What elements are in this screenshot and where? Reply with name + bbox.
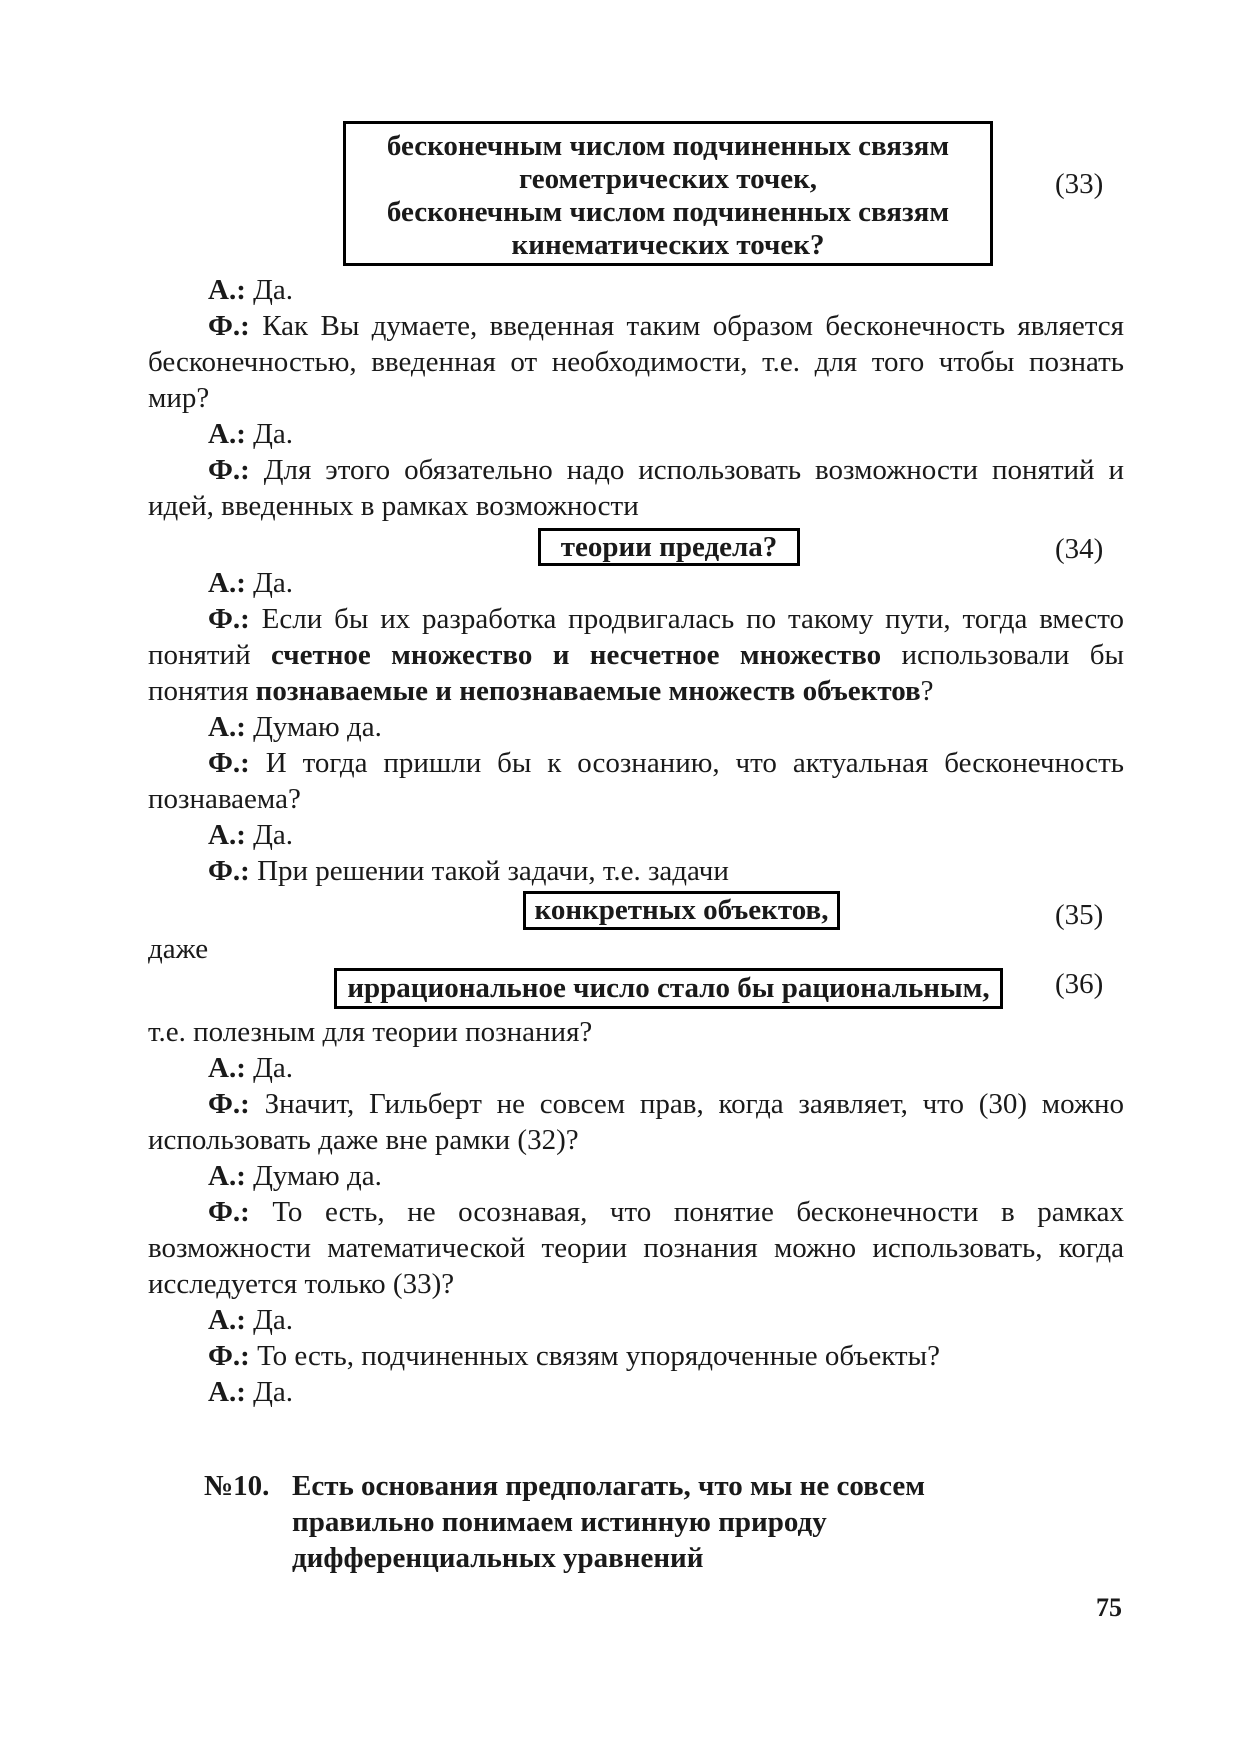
dialog-text: Да.	[245, 418, 294, 450]
section-title-line-1: Есть основания предполагать, что мы не совсем	[292, 1470, 925, 1502]
formula-box-36	[334, 968, 1003, 1009]
dialog-line	[148, 1086, 1124, 1158]
speaker-label: А.:	[208, 1160, 246, 1192]
connector-word: даже	[148, 933, 209, 965]
speaker-label: Ф.:	[208, 603, 250, 635]
dialog-line	[148, 853, 1124, 889]
speaker-label: А.:	[208, 274, 246, 306]
dialog-text: ?	[920, 675, 934, 707]
speaker-label: Ф.:	[208, 855, 250, 887]
formula-33-line-3: бесконечным числом подчиненных связям	[386, 196, 950, 228]
dialog-line	[148, 1374, 1124, 1410]
dialog-line	[148, 1302, 1124, 1338]
dialog-line	[148, 416, 1124, 452]
dialog-text: Если бы их разработка продвигалась по такому пути, тогда вместо понятий	[148, 603, 1124, 671]
dialog-text: Да.	[245, 1052, 294, 1084]
dialog-text: Да.	[245, 1376, 294, 1408]
continuation-text: т.е. полезным для теории познания?	[148, 1016, 593, 1048]
dialog-line	[148, 601, 1124, 709]
dialog-line	[148, 1194, 1124, 1302]
formula-33-line-4: кинематических точек?	[511, 229, 825, 261]
dialog-line	[148, 272, 1124, 308]
dialog-text: Да.	[245, 274, 294, 306]
dialog-line	[148, 452, 1124, 524]
equation-number-34: (34)	[1055, 533, 1104, 565]
speaker-label: А.:	[208, 711, 246, 743]
speaker-label: Ф.:	[208, 454, 250, 486]
dialog-line	[148, 308, 1124, 416]
formula-33-line-1: бесконечным числом подчиненных связям	[386, 130, 950, 162]
dialog-text: Да.	[245, 819, 294, 851]
dialog-text: Для этого обязательно надо использовать возможности понятий и идей, введенных в рамках возможности	[148, 454, 1124, 522]
equation-number-33: (33)	[1055, 168, 1104, 200]
equation-number-36: (36)	[1055, 968, 1104, 1000]
dialog-block-2	[148, 565, 1124, 889]
dialog-text: При решении такой задачи, т.е. задачи	[249, 855, 729, 887]
speaker-label: А.:	[208, 819, 246, 851]
dialog-line	[148, 709, 1124, 745]
speaker-label: А.:	[208, 1052, 246, 1084]
dialog-text: Как Вы думаете, введенная таким образом бесконечность является бесконечностью, введенная от необходимости, т.е. для того чтобы познать мир?	[148, 310, 1124, 414]
speaker-label: Ф.:	[208, 1196, 250, 1228]
speaker-label: Ф.:	[208, 1088, 250, 1120]
speaker-label: Ф.:	[208, 1340, 250, 1372]
section-number: №10.	[204, 1470, 270, 1502]
dialog-text: То есть, подчиненных связям упорядоченные объекты?	[249, 1340, 940, 1372]
dialog-text: Значит, Гильберт не совсем прав, когда заявляет, что (30) можно использовать даже вне рамки (32)?	[148, 1088, 1124, 1156]
dialog-block-3	[148, 1050, 1124, 1410]
speaker-label: Ф.:	[208, 310, 250, 342]
speaker-label: Ф.:	[208, 747, 250, 779]
formula-36-text: иррациональное число стало бы рациональным,	[347, 972, 990, 1004]
section-title	[292, 1468, 1052, 1576]
speaker-label: А.:	[208, 418, 246, 450]
formula-35-text: конкретных объектов,	[534, 894, 829, 926]
section-title-line-3: дифференциальных уравнений	[292, 1542, 704, 1574]
formula-34-text: теории предела?	[560, 531, 778, 563]
formula-33-line-2: геометрических точек,	[518, 163, 818, 195]
dialog-line	[148, 1050, 1124, 1086]
dialog-text: То есть, не осознавая, что понятие бесконечности в рамках возможности математической теории познания можно использовать, когда исследуется только (33)?	[148, 1196, 1124, 1300]
dialog-line	[148, 1158, 1124, 1194]
dialog-line	[148, 745, 1124, 817]
speaker-label: А.:	[208, 567, 246, 599]
dialog-text: использовали бы понятия	[148, 639, 1124, 707]
emphasis-term: счетное множество и несчетное множество	[270, 639, 882, 671]
dialog-text: Думаю да.	[245, 1160, 382, 1192]
page-number: 75	[1096, 1593, 1122, 1622]
section-title-line-2: правильно понимаем истинную природу	[292, 1506, 827, 1538]
formula-box-33	[343, 121, 993, 266]
dialog-line	[148, 817, 1124, 853]
formula-box-35	[523, 891, 840, 930]
speaker-label: А.:	[208, 1376, 246, 1408]
dialog-text: Да.	[245, 1304, 294, 1336]
dialog-line	[148, 1338, 1124, 1374]
dialog-text: И тогда пришли бы к осознанию, что актуальная бесконечность познаваема?	[148, 747, 1124, 815]
dialog-text: Да.	[245, 567, 294, 599]
speaker-label: А.:	[208, 1304, 246, 1336]
equation-number-35: (35)	[1055, 899, 1104, 931]
dialog-block-1	[148, 272, 1124, 524]
dialog-line	[148, 565, 1124, 601]
formula-box-34	[538, 528, 800, 566]
dialog-text: Думаю да.	[245, 711, 382, 743]
emphasis-term: познаваемые и непознаваемые множеств объектов	[255, 675, 921, 707]
